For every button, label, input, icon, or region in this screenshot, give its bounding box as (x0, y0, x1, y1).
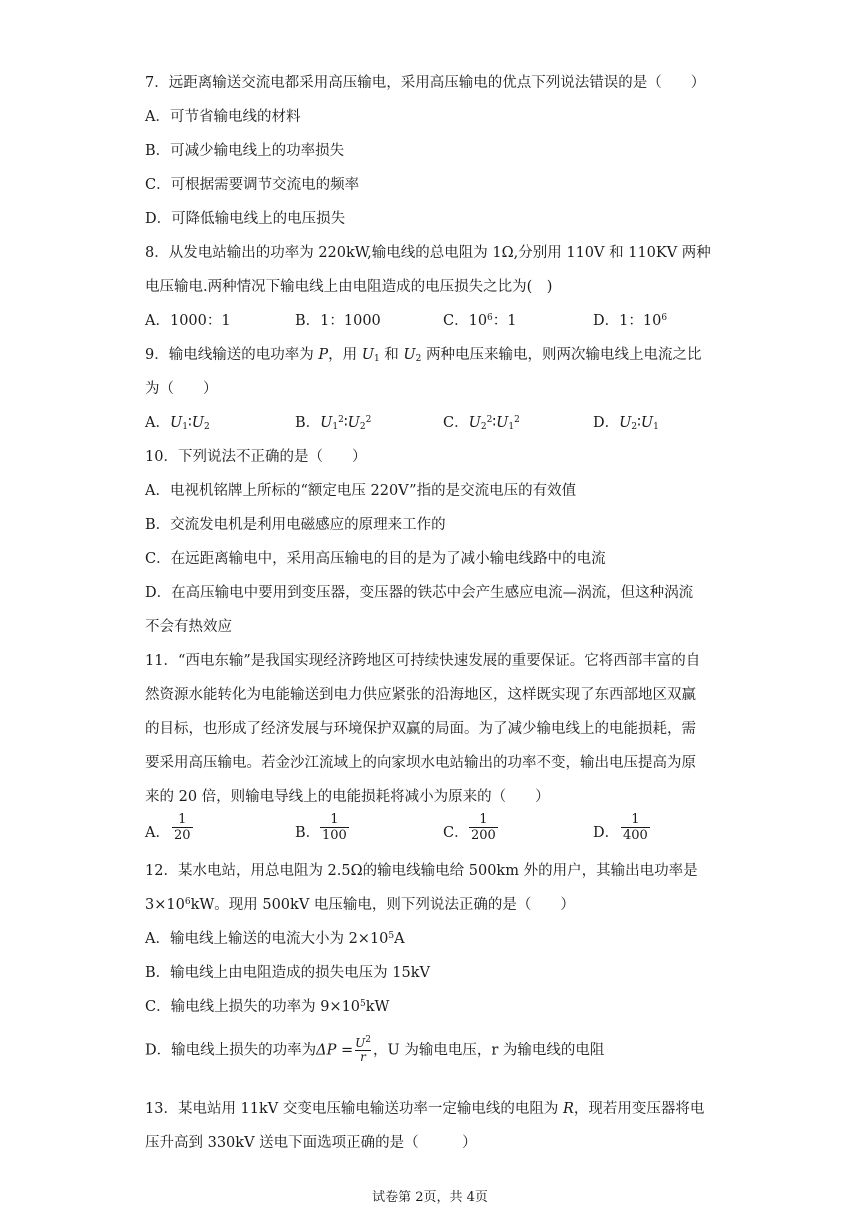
q7-option-a: A．可节省输电线的材料 (145, 109, 301, 125)
q10-stem: 10．下列说法不正确的是（ ） (145, 449, 367, 465)
q8-option-d: D．1：$10^6$ (593, 313, 668, 329)
q12-stem-line2: $3\times 10^6kW$。现用 500kV 电压输电，则下列说法正确的是（ ） (145, 897, 575, 913)
q12-stem-line1: 12．某水电站，用总电阻为 2.5Ω的输电线输电给 500km 外的用户，其输出电功率是 (145, 863, 698, 879)
q11-option-c-label: C． (443, 825, 469, 841)
q11-option-d-label: D． (593, 825, 620, 841)
q10-option-b: B．交流发电机是利用电磁感应的原理来工作的 (145, 517, 446, 533)
q8-option-c: C．$10^6$：1 (443, 313, 517, 329)
q9-option-a: A．$U_1∶U_2$ (145, 415, 210, 432)
q7-option-c: C．可根据需要调节交流电的频率 (145, 177, 360, 193)
q8-stem-line1: 8．从发电站输出的功率为 220kW,输电线的总电阻为 1Ω,分别用 110V 和 110KV 两种 (145, 245, 711, 261)
q13-stem-line2: 压升高到 330kV 送电下面选项正确的是（ ） (145, 1135, 477, 1151)
q13-stem-line1: 13．某电站用 11kV 交变电压输电输送功率一定输电线的电阻为 R，现若用变压器将电 (145, 1101, 705, 1117)
q12-option-a: A．输电线上输送的电流大小为 $2\times 10^5A$ (145, 931, 405, 947)
q11-option-b-fraction: 1 100 (322, 812, 347, 843)
q9-option-b: B．$U_1^2∶U_2^2$ (295, 415, 372, 432)
q8-option-b: B．1：1000 (295, 313, 381, 329)
q11-option-b-label: B． (295, 825, 321, 841)
q11-stem-line3: 的目标，也形成了经济发展与环境保护双赢的局面。为了减少输电线上的电能损耗，需 (145, 721, 696, 737)
q8-stem-line2: 电压输电.两种情况下输电线上由电阻造成的电压损失之比为( ) (145, 279, 553, 295)
page-footer: 试卷第 2页，共 4页 (372, 1190, 488, 1205)
q11-stem-line4: 要采用高压输电。若金沙江流域上的向家坝水电站输出的功率不变，输出电压提高为原 (145, 755, 696, 771)
q7-stem: 7．远距离输送交流电都采用高压输电，采用高压输电的优点下列说法错误的是（ ） (145, 75, 706, 91)
q11-option-c-fraction: 1 200 (471, 812, 496, 843)
u-squared-over-r: $\frac{U^2}{r}$ (355, 1035, 371, 1064)
q8-option-a: A．1000：1 (145, 313, 231, 329)
q11-stem-line1: 11．“西电东输”是我国实现经济跨地区可持续快速发展的重要保证。它将西部丰富的自 (145, 653, 701, 669)
q12-option-d: D．输电线上损失的功率为ΔP = $\frac{U^2}{r}$ ，U 为输电电压，r 为输电线的电阻 (145, 1035, 605, 1064)
q9-stem-line1: 9．输电线输送的电功率为 P，用 $U_1$ 和 $U_2$ 两种电压来输电，则两次输电线上电流之比 (145, 347, 702, 364)
q9-option-c: C．$U_2^2∶U_1^2$ (443, 415, 520, 432)
q11-option-a-fraction: 1 20 (174, 812, 191, 843)
q10-option-d-line2: 不会有热效应 (145, 619, 232, 635)
q11-stem-line5: 来的 20 倍，则输电导线上的电能损耗将减小为原来的（ ） (145, 789, 550, 805)
q11-option-d-fraction: 1 400 (623, 812, 648, 843)
q10-option-d-line1: D．在高压输电中要用到变压器，变压器的铁芯中会产生感应电流—涡流，但这种涡流 (145, 585, 694, 601)
q9-option-d: D．$U_2∶U_1$ (593, 415, 659, 432)
q9-stem-line2: 为（ ） (145, 381, 218, 397)
q10-option-c: C．在远距离输电中，采用高压输电的目的是为了减小输电线路中的电流 (145, 551, 606, 567)
q12-option-c: C．输电线上损失的功率为 $9\times 10^5kW$ (145, 999, 390, 1015)
q11-stem-line2: 然资源水能转化为电能输送到电力供应紧张的沿海地区，这样既实现了东西部地区双赢 (145, 687, 696, 703)
delta-p-formula: ΔP = (316, 1042, 354, 1059)
q7-option-d: D．可降低输电线上的电压损失 (145, 211, 346, 227)
q10-option-a: A．电视机铭牌上所标的“额定电压 220V”指的是交流电压的有效值 (145, 483, 577, 499)
q12-option-b: B．输电线上由电阻造成的损失电压为 15kV (145, 965, 430, 981)
q7-option-b: B．可减少输电线上的功率损失 (145, 143, 345, 159)
q11-option-a-label: A． (145, 825, 170, 841)
